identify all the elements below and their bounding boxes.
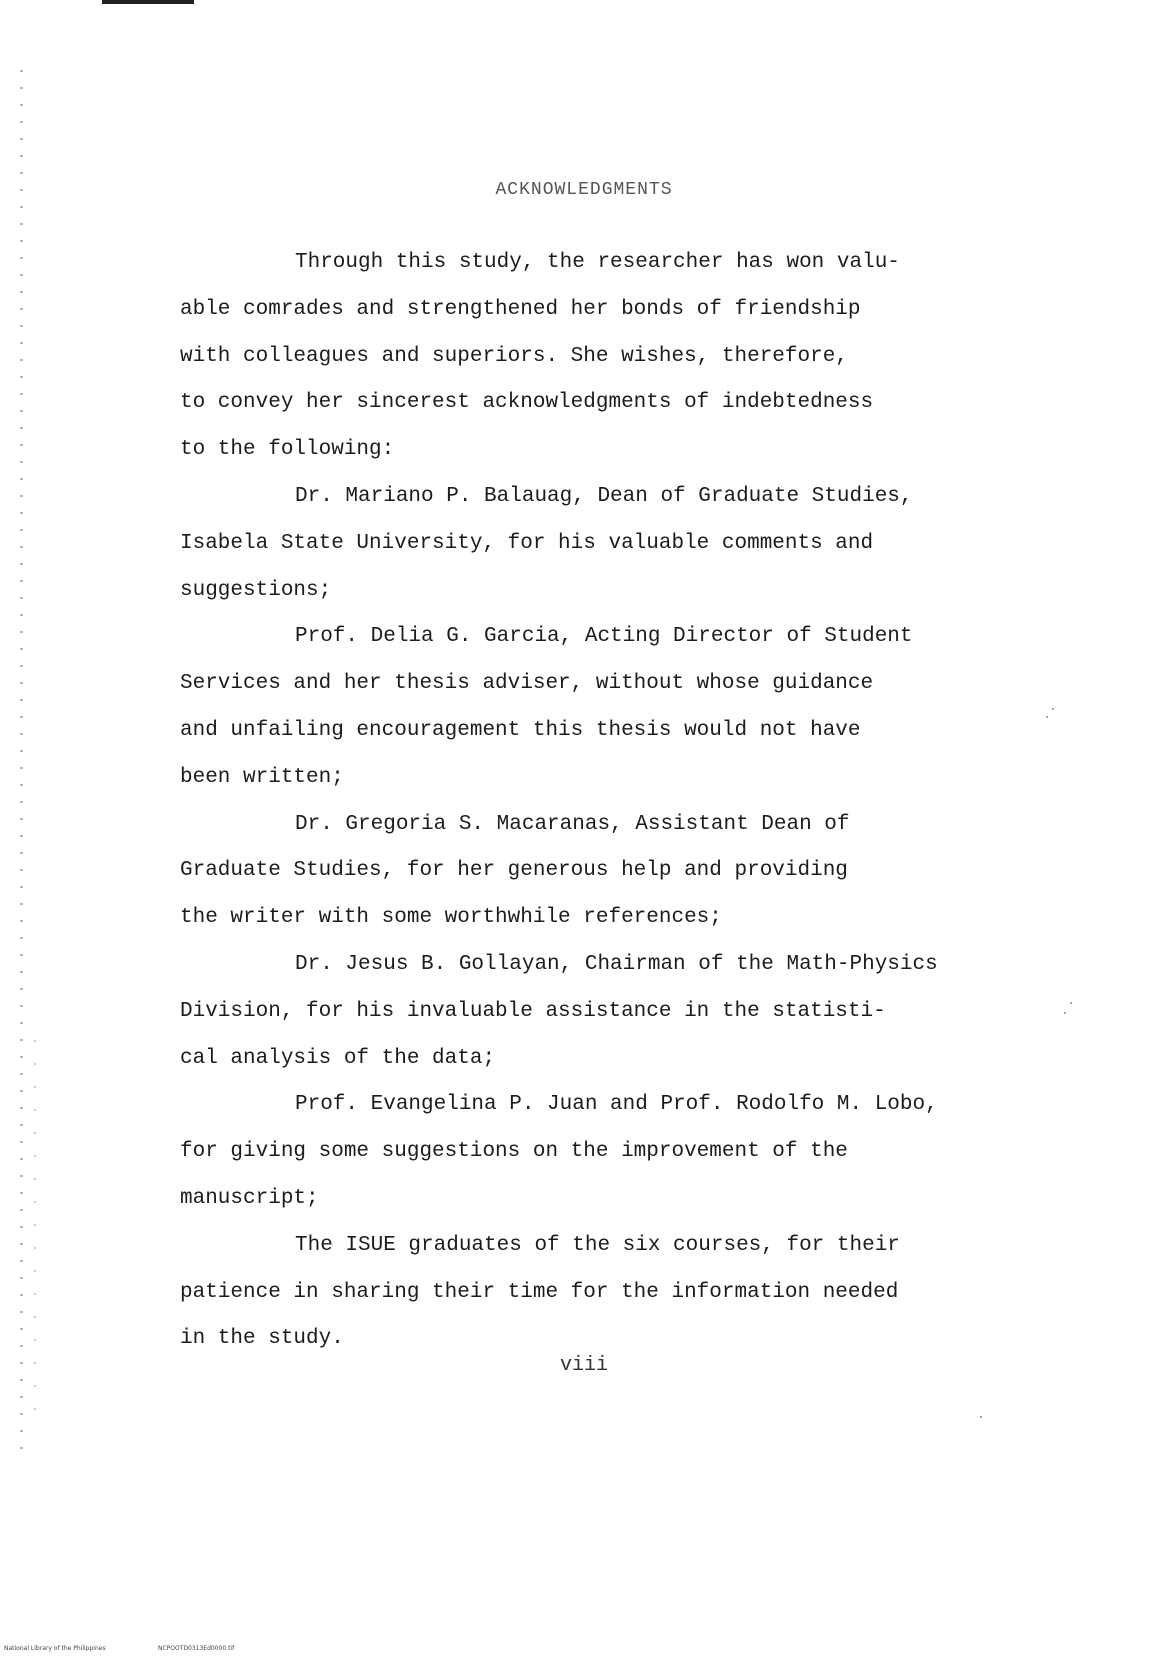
text-line: able comrades and strengthened her bonds of friendship: [180, 297, 861, 321]
text-line: patience in sharing their time for the information needed: [180, 1280, 899, 1304]
acknowledgments-body: [180, 240, 1040, 1363]
text-line: with colleagues and superiors. She wishes, therefore,: [180, 344, 848, 368]
text-line: Dr. Mariano P. Balauag, Dean of Graduate Studies,: [295, 484, 913, 508]
text-line: Graduate Studies, for her generous help and providing: [180, 859, 848, 883]
text-line: Dr. Gregoria S. Macaranas, Assistant Dean of: [295, 812, 850, 836]
scan-margin-artifacts: [20, 70, 23, 1450]
text-line: for giving some suggestions on the improvement of the: [180, 1140, 848, 1164]
text-line: the writer with some worthwhile references;: [180, 906, 722, 930]
footer-library-name: National Library of the Philippines: [4, 1645, 106, 1652]
text-line: Prof. Evangelina P. Juan and Prof. Rodolfo M. Lobo,: [295, 1093, 938, 1117]
text-line: Services and her thesis adviser, without whose guidance: [180, 672, 874, 696]
page-number: viii: [559, 1354, 608, 1377]
text-line: suggestions;: [180, 578, 332, 602]
page-title: ACKNOWLEDGMENTS: [495, 180, 673, 200]
text-line: in the study.: [180, 1327, 344, 1351]
text-line: The ISUE graduates of the six courses, for their: [295, 1233, 900, 1257]
text-line: Isabela State University, for his valuable comments and: [180, 531, 874, 555]
text-line: Prof. Delia G. Garcia, Acting Director of Student: [295, 625, 913, 649]
scan-speck: [1046, 716, 1048, 718]
scan-speck: [1070, 1002, 1072, 1004]
scan-speck: [1052, 708, 1054, 710]
text-line: Division, for his invaluable assistance in the statisti-: [180, 999, 886, 1023]
footer-file-id: NCPOOTD0313Ed0000.tif: [158, 1645, 235, 1652]
text-line: been written;: [180, 765, 344, 789]
text-line: Through this study, the researcher has won valu-: [295, 251, 900, 274]
scan-speck: [1064, 1012, 1066, 1014]
scan-speck: [980, 1416, 982, 1418]
text-line: to the following:: [180, 438, 395, 462]
text-line: and unfailing encouragement this thesis would not have: [180, 718, 861, 742]
scan-edge-mark: [102, 0, 194, 4]
text-line: manuscript;: [180, 1186, 319, 1210]
text-line: to convey her sincerest acknowledgments of indebtedness: [180, 391, 874, 415]
text-line: cal analysis of the data;: [180, 1046, 496, 1070]
text-line: Dr. Jesus B. Gollayan, Chairman of the Math-Physics: [295, 952, 938, 976]
